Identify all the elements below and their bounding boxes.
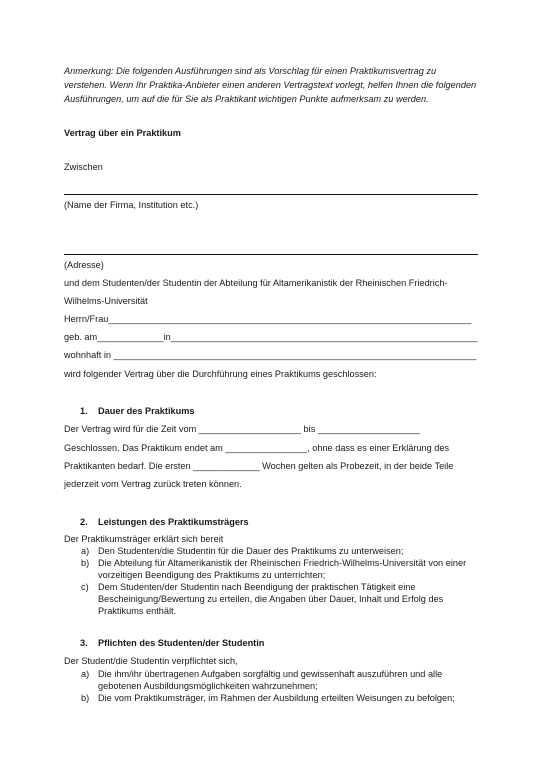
closing-sentence: wird folgender Vertrag über die Durchführung eines Praktikums geschlossen: xyxy=(64,369,377,379)
between-label: Zwischen xyxy=(64,162,103,172)
note-line: verstehen. Wenn Ihr Praktika-Anbieter einen anderen Vertragstext vorlegt, helfen Ihnen die folgenden xyxy=(64,80,477,90)
list-item-line: Die vom Praktikumsträger, im Rahmen der Ausbildung erteilten Weisungen zu befolgen; xyxy=(98,693,455,703)
section-heading: Pflichten des Studenten/der Studentin xyxy=(98,638,265,648)
note-line: Anmerkung: Die folgenden Ausführungen sind als Vorschlag für einen Praktikumsvertrag zu xyxy=(64,66,437,76)
company-label: (Name der Firma, Institution etc.) xyxy=(64,200,199,210)
address-signature-line xyxy=(64,254,478,255)
list-letter: b) xyxy=(81,693,90,703)
section-line: Geschlossen. Das Praktikum endet am ________________, ohne dass es einer Erklärung des xyxy=(64,443,450,453)
list-item-line: Dem Studenten/der Studentin nach Beendigung der praktischen Tätigkeit eine xyxy=(98,582,416,592)
section-number: 1. xyxy=(80,406,88,416)
section-number: 2. xyxy=(80,517,88,527)
student-intro-line: und dem Studenten/der Studentin der Abteilung für Altamerikanistik der Rheinischen Friedrich- xyxy=(64,278,448,288)
list-letter: b) xyxy=(81,558,90,568)
name-field: Herrn/Frau_______________________________________________________________________ xyxy=(64,314,472,324)
list-item-line: Die Abteilung für Altamerikanistik der Rheinischen Friedrich-Wilhelms-Universität von einer xyxy=(98,558,467,568)
note-line: Ausführungen, um auf die für Sie als Praktikant wichtigen Punkte aufmerksam zu werden. xyxy=(64,94,429,104)
section-line: jederzeit vom Vertrag zurück treten können. xyxy=(64,479,242,489)
section-intro: Der Praktikumsträger erklärt sich bereit xyxy=(64,534,224,544)
company-signature-line xyxy=(64,194,478,195)
section-heading: Dauer des Praktikums xyxy=(98,406,195,416)
birth-field: geb. am_____________in____________________________________________________________ xyxy=(64,332,478,342)
list-letter: a) xyxy=(81,669,90,679)
list-item-line: gebotenen Ausbildungsmöglichkeiten wahrzunehmen; xyxy=(98,681,318,691)
section-heading: Leistungen des Praktikumsträgers xyxy=(98,517,249,527)
section-line: Praktikanten bedarf. Die ersten _____________ Wochen gelten als Probezeit, in der beide Teile xyxy=(64,461,454,471)
list-letter: a) xyxy=(81,546,90,556)
list-item-line: Die ihm/ihr übertragenen Aufgaben sorgfältig und gewissenhaft auszuführen und alle xyxy=(98,669,443,679)
list-letter: c) xyxy=(81,582,89,592)
section-line: Der Vertrag wird für die Zeit vom ____________________ bis ____________________ xyxy=(64,424,421,434)
address-label: (Adresse) xyxy=(64,260,104,270)
student-intro-line: Wilhelms-Universität xyxy=(64,296,148,306)
document-title: Vertrag über ein Praktikum xyxy=(64,128,181,138)
section-number: 3. xyxy=(80,638,88,648)
section-intro: Der Student/die Studentin verpflichtet sich, xyxy=(64,656,238,666)
list-item-line: Den Studenten/die Studentin für die Dauer des Praktikums zu unterweisen; xyxy=(98,546,404,556)
list-item-line: Bescheinigung/Bewertung zu erteilen, die Angaben über Dauer, Inhalt und Erfolg des xyxy=(98,594,444,604)
residence-field: wohnhaft in _______________________________________________________________________ xyxy=(64,350,477,360)
list-item-line: vorzeitigen Beendigung des Praktikums zu unterrichten; xyxy=(98,570,326,580)
list-item-line: Praktikums enthält. xyxy=(98,606,177,616)
